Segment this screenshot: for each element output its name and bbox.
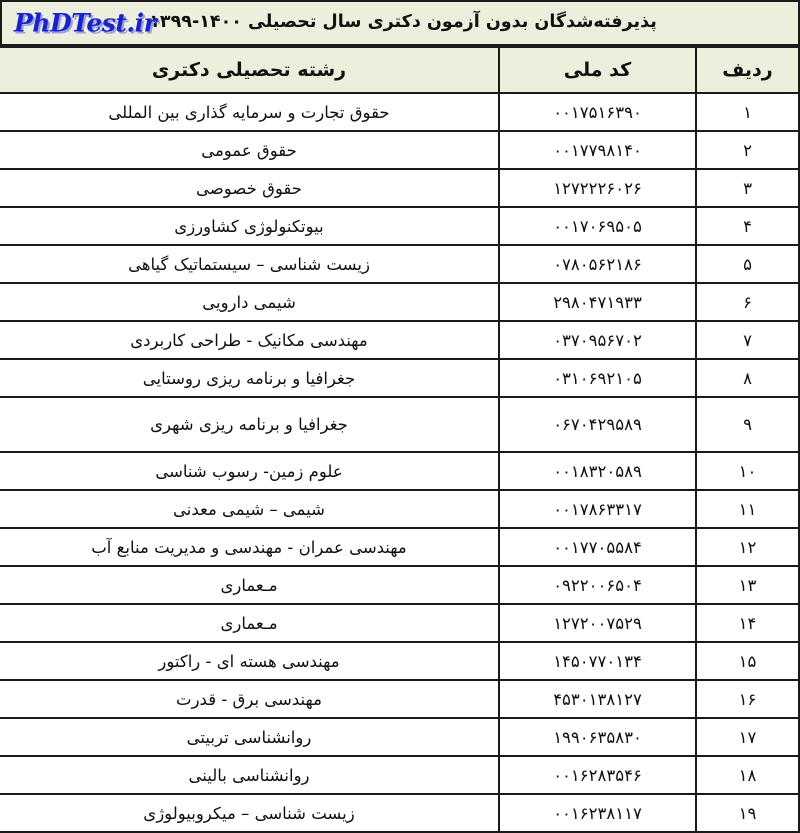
- cell-national-code: ۰۰۱۷۰۶۹۵۰۵: [499, 207, 696, 245]
- cell-national-code: ۰۰۱۸۳۲۰۵۸۹: [499, 452, 696, 490]
- cell-row-no: ۱۰: [696, 452, 799, 490]
- cell-national-code: ۰۳۷۰۹۵۶۷۰۲: [499, 321, 696, 359]
- table-header-row: [0, 47, 799, 93]
- table-row: [0, 93, 799, 131]
- table-header: [0, 47, 799, 93]
- cell-row-no: ۱۴: [696, 604, 799, 642]
- cell-row-no: ۱۹: [696, 794, 799, 832]
- page-title: پذیرفته‌شدگان بدون آزمون دکتری سال تحصیلی ۱۴۰۰-۱۳۹۹: [149, 12, 657, 33]
- table-row: [0, 452, 799, 490]
- cell-field-of-study: علوم زمین- رسوب شناسی: [0, 452, 499, 490]
- cell-row-no: ۱۲: [696, 528, 799, 566]
- cell-row-no: ۱۸: [696, 756, 799, 794]
- cell-national-code: ۱۴۵۰۷۷۰۱۳۴: [499, 642, 696, 680]
- cell-national-code: ۰۶۷۰۴۲۹۵۸۹: [499, 397, 696, 452]
- cell-row-no: ۴: [696, 207, 799, 245]
- cell-field-of-study: زیست شناسی – سیستماتیک گیاهی: [0, 245, 499, 283]
- cell-field-of-study: زیست شناسی – میکروبیولوژی: [0, 794, 499, 832]
- cell-row-no: ۱: [696, 93, 799, 131]
- table-row: [0, 794, 799, 832]
- cell-field-of-study: حقوق تجارت و سرمایه گذاری بین المللی: [0, 93, 499, 131]
- cell-row-no: ۳: [696, 169, 799, 207]
- cell-national-code: ۱۲۷۲۲۲۶۰۲۶: [499, 169, 696, 207]
- cell-field-of-study: مهندسی برق - قدرت: [0, 680, 499, 718]
- cell-national-code: ۰۰۱۷۵۱۶۳۹۰: [499, 93, 696, 131]
- cell-field-of-study: روانشناسی بالینی: [0, 756, 499, 794]
- table-row: [0, 283, 799, 321]
- cell-field-of-study: جغرافیا و برنامه ریزی شهری: [0, 397, 499, 452]
- cell-national-code: ۲۹۸۰۴۷۱۹۳۳: [499, 283, 696, 321]
- cell-row-no: ۹: [696, 397, 799, 452]
- column-header-national-code: کد ملی: [499, 47, 696, 93]
- cell-national-code: ۴۵۳۰۱۳۸۱۲۷: [499, 680, 696, 718]
- cell-field-of-study: شیمی – شیمی معدنی: [0, 490, 499, 528]
- table-row: [0, 756, 799, 794]
- table-row: [0, 245, 799, 283]
- cell-national-code: ۰۰۱۷۷۹۸۱۴۰: [499, 131, 696, 169]
- cell-national-code: ۰۰۱۷۸۶۳۳۱۷: [499, 490, 696, 528]
- cell-field-of-study: جغرافیا و برنامه ریزی روستایی: [0, 359, 499, 397]
- cell-field-of-study: حقوق عمومی: [0, 131, 499, 169]
- cell-national-code: ۰۷۸۰۵۶۲۱۸۶: [499, 245, 696, 283]
- cell-field-of-study: بیوتکنولوژی کشاورزی: [0, 207, 499, 245]
- cell-field-of-study: روانشناسی تربیتی: [0, 718, 499, 756]
- table-body: [0, 93, 799, 832]
- table-row: [0, 528, 799, 566]
- cell-national-code: ۱۹۹۰۶۳۵۸۳۰: [499, 718, 696, 756]
- cell-row-no: ۲: [696, 131, 799, 169]
- cell-row-no: ۸: [696, 359, 799, 397]
- cell-row-no: ۱۶: [696, 680, 799, 718]
- cell-national-code: ۰۳۱۰۶۹۲۱۰۵: [499, 359, 696, 397]
- cell-row-no: ۱۷: [696, 718, 799, 756]
- cell-field-of-study: حقوق خصوصی: [0, 169, 499, 207]
- phdtest-logo: PhDTest.ir: [14, 8, 157, 38]
- table-row: [0, 321, 799, 359]
- cell-field-of-study: مهندسی مکانیک - طراحی کاربردی: [0, 321, 499, 359]
- column-header-row-no: ردیف: [696, 47, 799, 93]
- cell-national-code: ۰۰۱۶۲۳۸۱۱۷: [499, 794, 696, 832]
- table-row: [0, 207, 799, 245]
- cell-national-code: ۰۹۲۲۰۰۶۵۰۴: [499, 566, 696, 604]
- cell-field-of-study: مهندسی عمران - مهندسی و مدیریت منابع آب: [0, 528, 499, 566]
- cell-national-code: ۱۲۷۲۰۰۷۵۲۹: [499, 604, 696, 642]
- table-row: [0, 359, 799, 397]
- table-row: [0, 397, 799, 452]
- table-row: [0, 642, 799, 680]
- cell-row-no: ۶: [696, 283, 799, 321]
- cell-field-of-study: مهندسی هسته ای - راکتور: [0, 642, 499, 680]
- table-row: [0, 169, 799, 207]
- cell-field-of-study: مـعماری: [0, 604, 499, 642]
- cell-national-code: ۰۰۱۶۲۸۳۵۴۶: [499, 756, 696, 794]
- cell-national-code: ۰۰۱۷۷۰۵۵۸۴: [499, 528, 696, 566]
- cell-field-of-study: مـعماری: [0, 566, 499, 604]
- admissions-table: [0, 46, 800, 833]
- cell-row-no: ۱۱: [696, 490, 799, 528]
- table-row: [0, 490, 799, 528]
- cell-row-no: ۵: [696, 245, 799, 283]
- table-row: [0, 718, 799, 756]
- title-banner: [0, 0, 800, 46]
- column-header-field-of-study: رشته تحصیلی دکتری: [0, 47, 499, 93]
- table-row: [0, 566, 799, 604]
- cell-field-of-study: شیمی دارویی: [0, 283, 499, 321]
- cell-row-no: ۷: [696, 321, 799, 359]
- cell-row-no: ۱۳: [696, 566, 799, 604]
- table-row: [0, 680, 799, 718]
- cell-row-no: ۱۵: [696, 642, 799, 680]
- table-row: [0, 131, 799, 169]
- table-row: [0, 604, 799, 642]
